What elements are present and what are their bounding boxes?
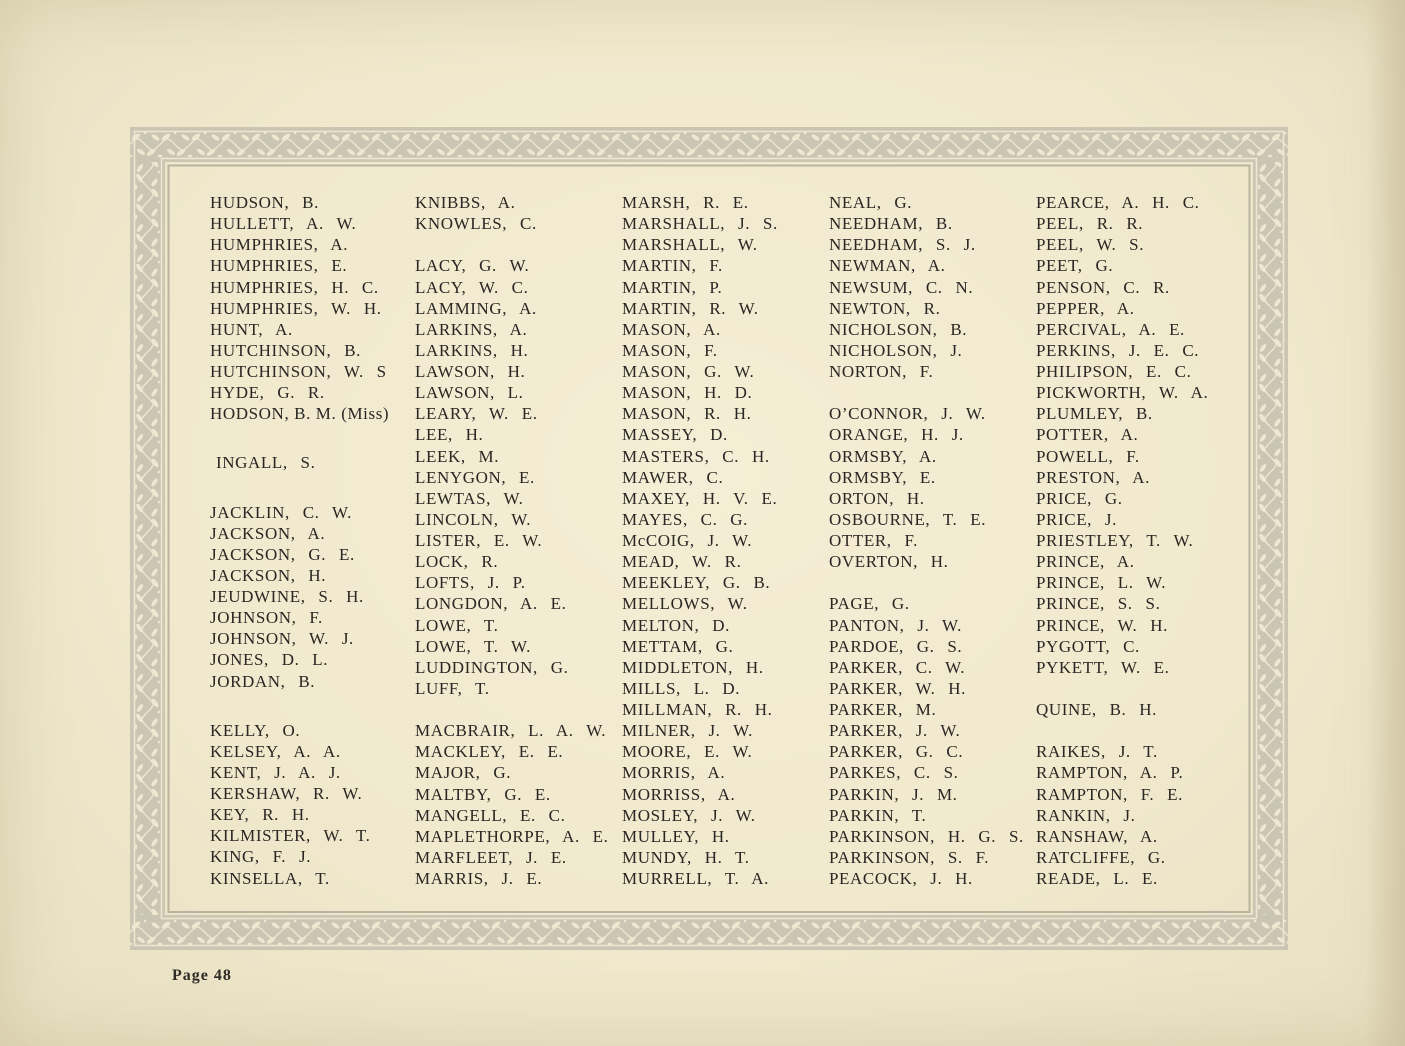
name-entry: RANSHAW, A. (1036, 826, 1158, 846)
name-entry: RAMPTON, A. P. (1036, 763, 1184, 783)
name-entry: MASON, A. (622, 319, 721, 339)
name-entry: KELSEY, A. A. (210, 741, 341, 761)
name-entry: NORTON, F. (829, 362, 934, 381)
letter-group (210, 452, 389, 473)
name-entry: LEARY, W. E. (415, 404, 538, 424)
name-entry: PRINCE, W. H. (1036, 615, 1168, 635)
name-entry: LARKINS, H. (415, 340, 529, 360)
name-entry: MACBRAIR, L. A. W. (415, 721, 607, 741)
name-column-5 (1036, 192, 1208, 889)
name-entry: MIDDLETON, H. (622, 657, 764, 677)
name-entry: LENYGON, E. (415, 467, 535, 487)
name-entry: MILLS, L. D. (622, 678, 741, 698)
name-entry: LEE, H. (415, 425, 484, 445)
name-entry: MARSHALL, J. S. (622, 214, 778, 234)
name-entry: MORRIS, A. (622, 763, 726, 783)
name-entry: NEEDHAM, S. J. (829, 235, 976, 255)
name-entry: ORANGE, H. J. (829, 425, 964, 445)
name-entry: PEACOCK, J. H. (829, 869, 973, 888)
name-entry: MULLEY, H. (622, 826, 730, 846)
name-entry: KNIBBS, A. (415, 193, 516, 212)
name-entry: PRESTON, A. (1036, 467, 1150, 487)
letter-group (1036, 192, 1208, 678)
name-entry: O’CONNOR, J. W. (829, 404, 986, 424)
name-entry: MILLMAN, R. H. (622, 700, 773, 719)
name-entry: LAMMING, A. (415, 298, 537, 318)
name-entry: PRINCE, A. (1036, 552, 1135, 572)
name-entry: KILMISTER, W. T. (210, 826, 371, 846)
name-entry: PEPPER, A. (1036, 298, 1135, 318)
name-entry: PRICE, G. (1036, 488, 1123, 508)
name-entry: PYKETT, W. E. (1036, 657, 1170, 677)
name-entry: PARKINSON, H. G. S. (829, 826, 1024, 846)
name-entry: PRINCE, L. W. (1036, 573, 1167, 593)
name-entry: KENT, J. A. J. (210, 762, 341, 782)
name-entry: JACKSON, A. (210, 523, 326, 543)
name-entry: LOWE, T. W. (415, 636, 531, 656)
name-entry: MARTIN, P. (622, 277, 723, 297)
name-entry: PARKIN, J. M. (829, 784, 958, 804)
name-entry: KERSHAW, R. W. (210, 784, 363, 803)
name-entry: PEARCE, A. H. C. (1036, 193, 1200, 212)
name-column-2 (415, 192, 609, 889)
name-entry: LUFF, T. (415, 678, 490, 698)
name-entry: HODSON, B. M. (Miss) (210, 404, 390, 424)
name-entry: ORTON, H. (829, 488, 925, 508)
name-entry: OSBOURNE, T. E. (829, 509, 987, 529)
name-entry: MURRELL, T. A. (622, 869, 770, 888)
name-entry: PARKINSON, S. F. (829, 847, 990, 867)
name-entry: HULLETT, A. W. (210, 214, 357, 234)
letter-group (829, 593, 1024, 889)
name-entry: JONES, D. L. (210, 650, 329, 670)
name-entry: LOWE, T. (415, 615, 499, 635)
name-entry: PANTON, J. W. (829, 615, 962, 635)
name-entry: HUMPHRIES, W. H. (210, 298, 382, 318)
letter-group (210, 192, 389, 424)
name-entry: MEEKLEY, G. B. (622, 573, 771, 593)
name-entry: LAWSON, H. (415, 362, 526, 381)
name-entry: MARSHALL, W. (622, 235, 758, 255)
name-entry: MOORE, E. W. (622, 742, 753, 762)
name-entry: RATCLIFFE, G. (1036, 847, 1166, 867)
name-entry: MANGELL, E. C. (415, 805, 566, 825)
name-entry: PARKER, C. W. (829, 657, 966, 677)
name-entry: LACY, G. W. (415, 256, 530, 276)
name-entry: PARKER, J. W. (829, 721, 961, 741)
name-entry: PEEL, W. S. (1036, 235, 1145, 255)
name-entry: MASON, G. W. (622, 362, 755, 381)
name-entry: HUTCHINSON, B. (210, 340, 361, 360)
name-entry: KINSELLA, T. (210, 868, 330, 888)
letter-group (829, 192, 1024, 382)
name-entry: HYDE, G. R. (210, 383, 325, 403)
name-entry: PARKER, M. (829, 700, 937, 719)
name-entry: PRICE, J. (1036, 509, 1117, 529)
name-entry: POWELL, F. (1036, 446, 1140, 466)
name-entry: ORMSBY, A. (829, 446, 937, 466)
name-entry: MUNDY, H. T. (622, 847, 750, 867)
name-entry: JEUDWINE, S. H. (210, 587, 364, 606)
name-entry: PENSON, C. R. (1036, 277, 1170, 297)
name-entry: PARDOE, G. S. (829, 636, 963, 656)
name-entry: MAWER, C. (622, 467, 724, 487)
name-entry: MOSLEY, J. W. (622, 805, 756, 825)
name-entry: MILNER, J. W. (622, 721, 754, 741)
name-entry: LOCK, R. (415, 552, 499, 572)
name-entry: MACKLEY, E. E. (415, 742, 564, 762)
name-entry: HUTCHINSON, W. S (210, 362, 387, 381)
name-entry: PRIESTLEY, T. W. (1036, 531, 1194, 550)
name-entry: PARKIN, T. (829, 805, 927, 825)
name-entry: PEET, G. (1036, 256, 1114, 276)
name-entry: RAMPTON, F. E. (1036, 784, 1183, 804)
name-entry: PAGE, G. (829, 594, 910, 614)
name-entry: PICKWORTH, W. A. (1036, 383, 1209, 403)
name-entry: HUMPHRIES, E. (210, 256, 348, 276)
name-entry: KELLY, O. (210, 720, 301, 740)
name-entry: MEAD, W. R. (622, 552, 742, 572)
name-entry: MASON, H. D. (622, 383, 753, 403)
name-entry: McCOIG, J. W. (622, 531, 753, 550)
name-entry: PERCIVAL, A. E. (1036, 319, 1185, 339)
name-entry: OTTER, F. (829, 531, 919, 550)
name-entry: MAYES, C. G. (622, 509, 749, 529)
name-entry: MARTIN, R. W. (622, 298, 759, 318)
name-entry: ORMSBY, E. (829, 467, 936, 487)
name-entry: MALTBY, G. E. (415, 784, 551, 804)
letter-group (415, 255, 609, 699)
name-entry: NEWTON, R. (829, 298, 941, 318)
name-entry: LINCOLN, W. (415, 509, 532, 529)
letter-group (415, 192, 609, 234)
name-entry: JOHNSON, W. J. (210, 629, 354, 649)
name-entry: POTTER, A. (1036, 425, 1139, 445)
letter-group (1036, 699, 1208, 720)
name-entry: METTAM, G. (622, 636, 734, 656)
letter-group (1036, 741, 1208, 889)
name-entry: JACKSON, H. (210, 565, 327, 585)
name-entry: LEEK, M. (415, 446, 500, 466)
name-entry: PYGOTT, C. (1036, 636, 1140, 656)
letter-group (210, 720, 389, 889)
name-column-1 (210, 192, 389, 889)
name-entry: PARKES, C. S. (829, 763, 959, 783)
name-entry: NEWSUM, C. N. (829, 277, 974, 297)
name-entry: NICHOLSON, J. (829, 340, 963, 360)
name-entry: MASSEY, D. (622, 425, 728, 445)
name-entry: JACKSON, G. E. (210, 544, 355, 564)
letter-group (210, 502, 389, 692)
name-entry: KNOWLES, C. (415, 214, 537, 234)
name-entry: MARSH, R. E. (622, 193, 749, 212)
name-entry: RAIKES, J. T. (1036, 742, 1158, 762)
name-entry: LISTER, E. W. (415, 531, 543, 550)
name-entry: MARFLEET, J. E. (415, 847, 567, 867)
name-entry: LUDDINGTON, G. (415, 657, 569, 677)
name-entry: PARKER, G. C. (829, 742, 964, 762)
name-entry: MORRISS, A. (622, 784, 736, 804)
name-entry: KING, F. J. (210, 847, 312, 867)
name-entry: NEWMAN, A. (829, 256, 946, 276)
name-entry: MAJOR, G. (415, 763, 512, 783)
name-entry: LOFTS, J. P. (415, 573, 526, 593)
name-entry: NICHOLSON, B. (829, 319, 968, 339)
name-entry: READE, L. E. (1036, 869, 1158, 888)
name-entry: MASTERS, C. H. (622, 446, 770, 466)
name-entry: INGALL, S. (216, 453, 316, 473)
name-entry: OVERTON, H. (829, 552, 949, 572)
name-entry: MARTIN, F. (622, 256, 723, 276)
name-entry: HUDSON, B. (210, 193, 319, 212)
name-entry: PERKINS, J. E. C. (1036, 340, 1200, 360)
letter-group (415, 720, 609, 889)
name-entry: LACY, W. C. (415, 277, 529, 297)
name-entry: NEEDHAM, B. (829, 214, 953, 234)
name-entry: PLUMLEY, B. (1036, 404, 1153, 424)
name-entry: MAPLETHORPE, A. E. (415, 826, 609, 846)
name-entry: NEAL, G. (829, 193, 913, 212)
name-entry: PHILIPSON, E. C. (1036, 362, 1192, 381)
letter-group (622, 192, 778, 889)
name-entry: MASON, R. H. (622, 404, 752, 424)
name-entry: KEY, R. H. (210, 805, 310, 825)
name-entry: HUMPHRIES, A. (210, 235, 349, 255)
name-entry: LAWSON, L. (415, 383, 524, 403)
name-entry: LEWTAS, W. (415, 488, 524, 508)
name-entry: LARKINS, A. (415, 319, 528, 339)
name-column-3 (622, 192, 778, 889)
name-entry: PARKER, W. H. (829, 678, 967, 698)
name-entry: JOHNSON, F. (210, 608, 323, 628)
name-entry: MARRIS, J. E. (415, 869, 543, 888)
name-entry: QUINE, B. H. (1036, 700, 1157, 719)
name-entry: PRINCE, S. S. (1036, 594, 1161, 614)
name-entry: MELLOWS, W. (622, 594, 748, 614)
name-entry: MAXEY, H. V. E. (622, 488, 778, 508)
page-number: Page 48 (172, 967, 232, 984)
name-entry: LONGDON, A. E. (415, 594, 567, 614)
name-entry: HUNT, A. (210, 319, 293, 339)
name-entry: HUMPHRIES, H. C. (210, 277, 379, 297)
letter-group (829, 403, 1024, 572)
name-entry: MASON, F. (622, 340, 718, 360)
name-column-4 (829, 192, 1024, 889)
name-entry: JACKLIN, C. W. (210, 502, 352, 522)
name-entry: RANKIN, J. (1036, 805, 1136, 825)
name-entry: MELTON, D. (622, 615, 730, 635)
name-entry: PEEL, R. R. (1036, 214, 1144, 234)
name-entry: JORDAN, B. (210, 671, 316, 691)
